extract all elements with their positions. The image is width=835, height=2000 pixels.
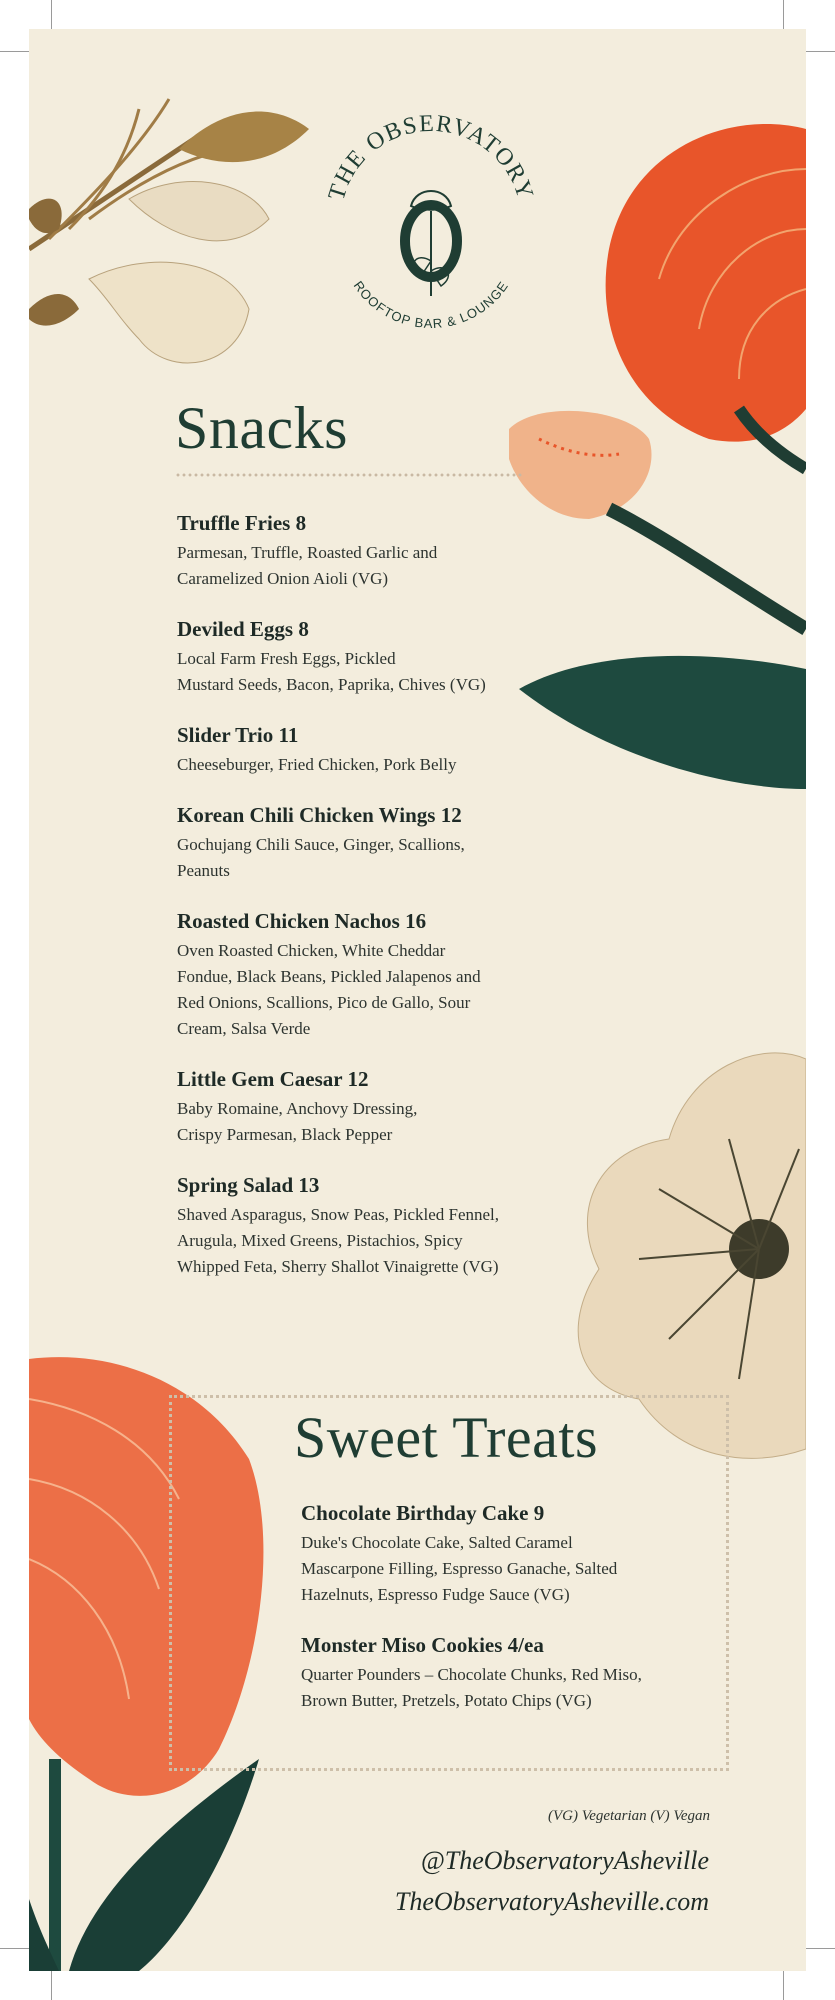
crop-mark <box>51 1971 52 2000</box>
observatory-logo <box>311 101 551 341</box>
item-description: Local Farm Fresh Eggs, Pickled Mustard Seeds, Bacon, Paprika, Chives (VG) <box>177 649 486 694</box>
item-name: Korean Chili Chicken Wings 12 <box>177 803 462 827</box>
item-description: Gochujang Chili Sauce, Ginger, Scallions, Peanuts <box>177 835 465 880</box>
menu-page <box>29 29 806 1971</box>
top-left-flower-illustration <box>29 89 329 389</box>
crop-mark <box>51 0 52 29</box>
logo-name: THE OBSERVATORY <box>323 110 539 204</box>
menu-item <box>177 1066 537 1148</box>
diet-legend: (VG) Vegetarian (V) Vegan <box>547 1808 710 1824</box>
item-name: Chocolate Birthday Cake 9 <box>301 1501 545 1525</box>
item-description: Baby Romaine, Anchovy Dressing, Crispy Parmesan, Black Pepper <box>177 1099 418 1144</box>
social-handle: @TheObservatoryAsheville <box>420 1846 709 1875</box>
crop-mark <box>806 51 835 52</box>
item-description: Oven Roasted Chicken, White Cheddar Fondue, Black Beans, Pickled Jalapenos and Red Onions, Scallions, Pico de Gallo, Sour Cream, Salsa Verde <box>177 941 481 1038</box>
crop-mark <box>783 1971 784 2000</box>
menu-item <box>301 1632 701 1714</box>
snacks-heading: Snacks <box>175 395 348 461</box>
menu-item <box>301 1500 701 1608</box>
svg-text:THE OBSERVATORY <box>324 111 539 204</box>
item-description: Cheeseburger, Fried Chicken, Pork Belly <box>177 755 457 774</box>
item-description: Shaved Asparagus, Snow Peas, Pickled Fennel, Arugula, Mixed Greens, Pistachios, Spicy Whipped Feta, Sherry Shallot Vinaigrette (VG) <box>177 1205 500 1276</box>
crop-mark <box>0 51 29 52</box>
item-name: Truffle Fries 8 <box>177 511 307 535</box>
logo-tagline: ROOFTOP BAR & LOUNGE <box>350 278 512 332</box>
item-name: Spring Salad 13 <box>177 1173 320 1197</box>
sweet-treats-heading: Sweet Treats <box>294 1405 599 1470</box>
item-description: Duke's Chocolate Cake, Salted Caramel Mascarpone Filling, Espresso Ganache, Salted Hazelnuts, Espresso Fudge Sauce (VG) <box>301 1533 618 1604</box>
item-name: Roasted Chicken Nachos 16 <box>177 909 427 933</box>
item-description: Parmesan, Truffle, Roasted Garlic and Caramelized Onion Aioli (VG) <box>177 543 438 588</box>
snacks-divider <box>175 472 523 478</box>
menu-item <box>177 510 537 592</box>
website: TheObservatoryAsheville.com <box>394 1887 709 1916</box>
menu-item <box>177 908 537 1042</box>
item-name: Little Gem Caesar 12 <box>177 1067 369 1091</box>
menu-item <box>177 722 537 778</box>
crop-mark <box>0 1948 29 1949</box>
crop-mark <box>806 1948 835 1949</box>
item-name: Deviled Eggs 8 <box>177 617 309 641</box>
item-name: Slider Trio 11 <box>177 723 299 747</box>
menu-item <box>177 616 537 698</box>
menu-item <box>177 802 537 884</box>
crop-mark <box>783 0 784 29</box>
menu-item <box>177 1172 557 1280</box>
item-name: Monster Miso Cookies 4/ea <box>301 1633 544 1657</box>
top-right-coral-flower-illustration <box>509 109 806 809</box>
item-description: Quarter Pounders – Chocolate Chunks, Red Miso, Brown Butter, Pretzels, Potato Chips (VG) <box>301 1665 642 1710</box>
